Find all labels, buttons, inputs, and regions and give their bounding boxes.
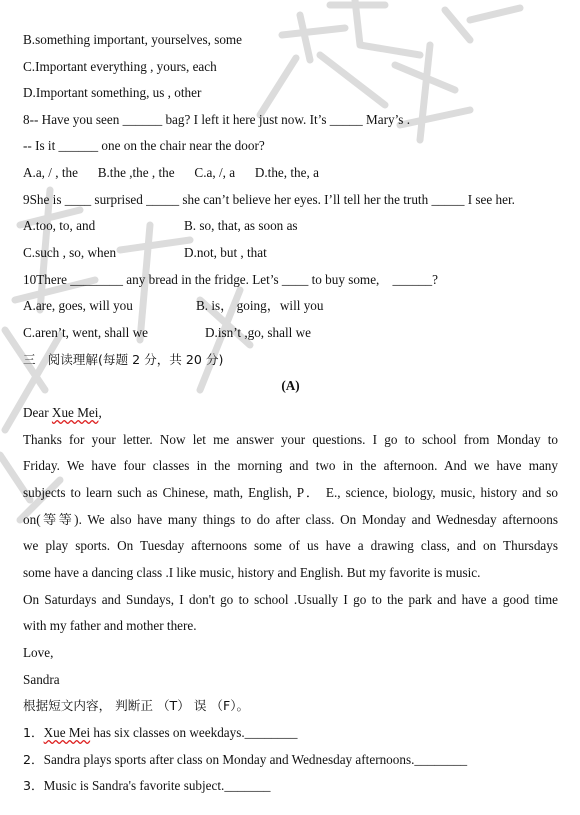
paragraph-1-line: Friday. We have four classes in the morning and two in the afternoon. And we have many [23, 458, 558, 473]
q7-option-d: D.Important something, us , other [23, 85, 202, 100]
tf-item-text: Music is Sandra's favorite subject._______ [43, 778, 271, 793]
paragraph-2-last-line: with my father and mother there. [23, 618, 197, 633]
tf-item-number: 2． [23, 752, 44, 767]
q7-option-c: C.Important everything , yours, each [23, 59, 217, 74]
greeting-suffix: , [98, 405, 102, 420]
letter-greeting [23, 404, 102, 422]
tf-item-text: has six classes on weekdays.________ [90, 725, 298, 740]
tf-item-3 [23, 777, 271, 795]
paragraph-1-last-line: some have a dancing class .I like music, history and English. But my favorite is music. [23, 565, 481, 580]
q9-option-c: C.such , so, when [23, 245, 117, 260]
q8-stem-line1: 8-- Have you seen ______ bag? I left it here just now. It’s _____ Mary’s . [23, 112, 410, 127]
q8-stem-line2: -- Is it ______ one on the chair near the door? [23, 138, 265, 153]
paragraph-2-line: On Saturdays and Sundays, I don't go to school .Usually I go to the park and have a good time [23, 592, 558, 607]
paragraph-1-line: Thanks for your letter. Now let me answer your questions. I go to school from Monday to [23, 432, 558, 447]
paragraph-1-line: we play sports. On Tuesday afternoons some of us have a drawing class, and on Thursdays [23, 538, 558, 553]
paragraph-1-line: subjects to learn such as Chinese, math, English, P． E., science, biology, music, history and so [23, 485, 558, 500]
tf-item-number: 3． [23, 778, 44, 793]
tf-item-1 [23, 724, 297, 742]
tf-item-number: 1． [23, 725, 44, 740]
q10-option-d: D.isn’t ,go, shall we [205, 325, 311, 340]
true-false-instruction: 根据短文内容， 判断正 （T） 误 （F）。 [23, 698, 250, 713]
q10-option-c: C.aren’t, went, shall we [23, 325, 149, 340]
tf-item-text: Sandra plays sports after class on Monday and Wednesday afternoons.________ [43, 752, 468, 767]
q10-stem: 10There ________ any bread in the fridge. Let’s ____ to buy some, ______? [23, 272, 438, 287]
tf-item-2 [23, 751, 467, 769]
tf-item-name: Xue Mei [43, 725, 91, 740]
q9-option-a: A.too, to, and [23, 218, 96, 233]
section-3-heading: 三 阅读理解(每题 2 分，共 20 分) [23, 352, 224, 367]
q9-stem: 9She is ____ surprised _____ she can’t believe her eyes. I’ll tell her the truth _____ I see her. [23, 192, 515, 207]
letter-closing: Love, [23, 645, 54, 660]
letter-signature: Sandra [23, 672, 60, 687]
greeting-name: Xue Mei [51, 405, 99, 420]
passage-a-label: (A) [281, 378, 300, 393]
q10-option-a: A.are, goes, will you [23, 298, 133, 313]
q10-option-b: B. is， going，will you [196, 298, 324, 313]
q9-option-d: D.not, but , that [184, 245, 267, 260]
q7-option-b: B.something important, yourselves, some [23, 32, 243, 47]
q8-options: A.a, / , the B.the ,the , the C.a, /, a D.the, the, a [23, 165, 319, 180]
paragraph-1-line: on(等等). We also have many things to do after class. On Monday and Wednesday afternoons [23, 512, 558, 527]
q9-option-b: B. so, that, as soon as [184, 218, 298, 233]
greeting-prefix: Dear [23, 405, 52, 420]
